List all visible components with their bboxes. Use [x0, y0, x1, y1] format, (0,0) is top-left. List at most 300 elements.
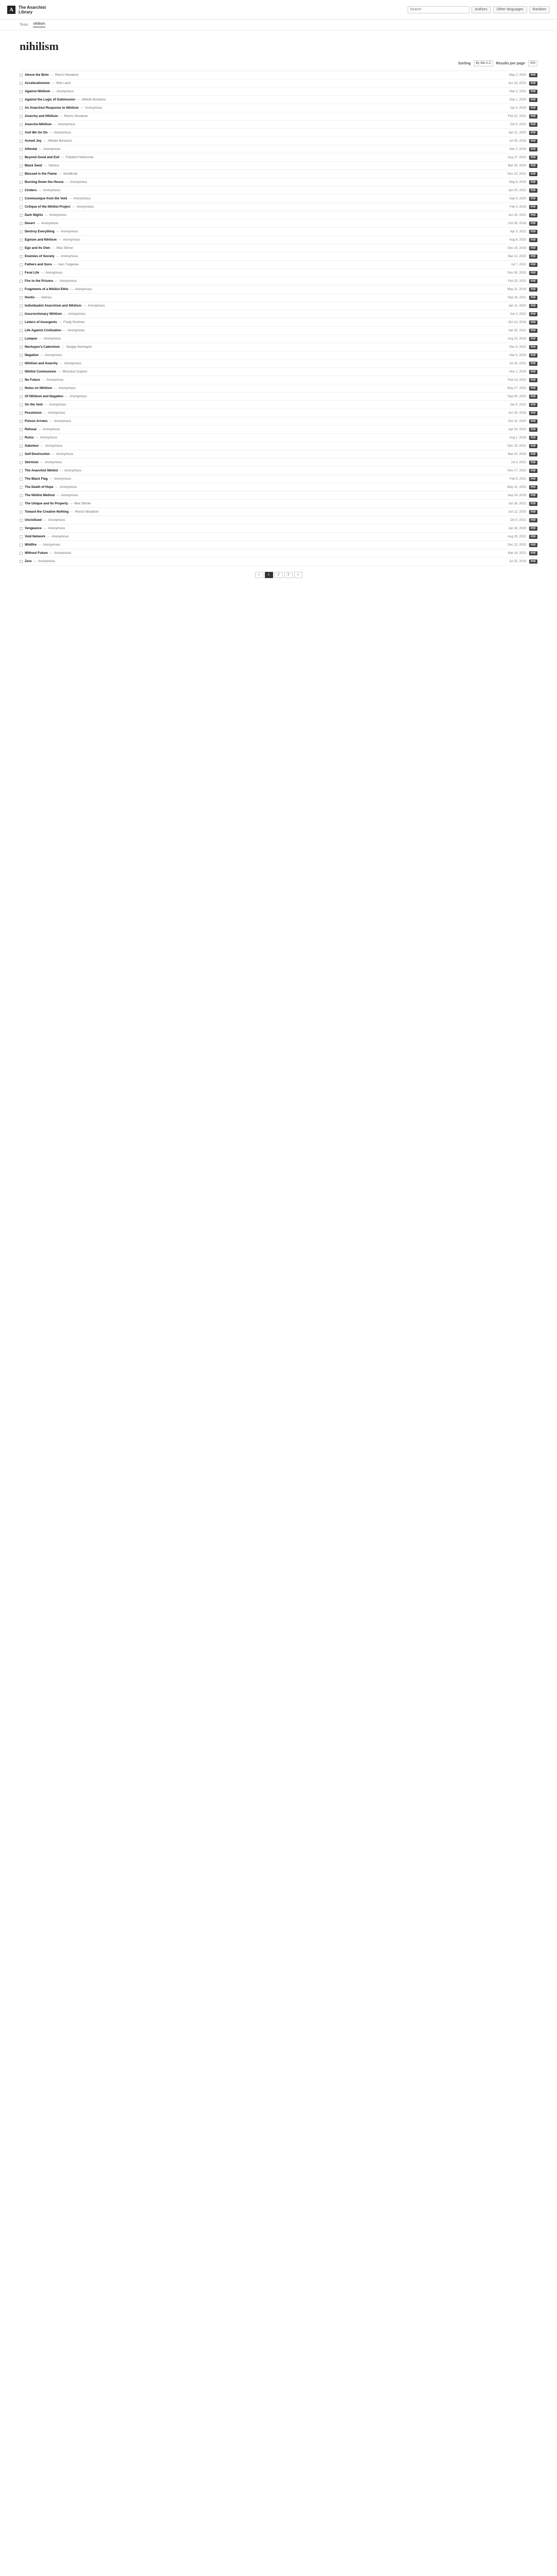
row-author[interactable]: Anonymous — [56, 452, 74, 456]
row-author[interactable]: Anonymous — [45, 271, 63, 275]
row-pdf-badge[interactable]: PDF — [529, 527, 537, 531]
row-author[interactable]: Anonymous — [67, 329, 85, 332]
breadcrumb-current[interactable]: nihilism — [33, 22, 45, 27]
row-title[interactable]: The Anarchist Nihilist — [25, 469, 58, 472]
row-title[interactable]: Notes on Nihilism — [25, 386, 53, 390]
list-item[interactable] — [20, 195, 537, 203]
row-author[interactable]: Anonymous — [54, 131, 71, 134]
row-pdf-badge[interactable]: PDF — [529, 147, 537, 151]
list-item[interactable] — [20, 393, 537, 401]
row-author[interactable]: Anonymous — [48, 411, 65, 415]
list-item[interactable] — [20, 302, 537, 310]
row-pdf-badge[interactable]: PDF — [529, 329, 537, 333]
row-author[interactable]: Anonymous — [45, 353, 62, 357]
row-author[interactable]: Anonymous — [70, 395, 87, 398]
row-checkbox[interactable] — [20, 337, 23, 341]
row-checkbox[interactable] — [20, 379, 23, 382]
row-checkbox[interactable] — [20, 428, 23, 431]
row-author[interactable]: Anonymous — [59, 279, 77, 283]
row-checkbox[interactable] — [20, 502, 23, 505]
row-title[interactable]: Negation — [25, 353, 39, 357]
row-checkbox[interactable] — [20, 140, 23, 143]
list-item[interactable] — [20, 294, 537, 302]
per-page-select[interactable]: 500 — [528, 60, 537, 66]
row-pdf-badge[interactable]: PDF — [529, 98, 537, 102]
list-item[interactable] — [20, 203, 537, 211]
row-checkbox[interactable] — [20, 362, 23, 365]
list-item[interactable] — [20, 96, 537, 104]
row-author[interactable]: Anonymous — [75, 287, 92, 291]
list-item[interactable] — [20, 178, 537, 187]
breadcrumb-texts[interactable]: Texts — [20, 23, 28, 27]
row-pdf-badge[interactable]: PDF — [529, 411, 537, 415]
row-title[interactable]: And We Go On — [25, 131, 48, 134]
row-pdf-badge[interactable]: PDF — [529, 263, 537, 267]
row-checkbox[interactable] — [20, 156, 23, 159]
row-pdf-badge[interactable]: PDF — [529, 164, 537, 168]
row-pdf-badge[interactable]: PDF — [529, 345, 537, 349]
row-checkbox[interactable] — [20, 387, 23, 390]
row-title[interactable]: Fathers and Sons — [25, 263, 52, 266]
row-author[interactable]: Anonymous — [85, 106, 103, 110]
row-pdf-badge[interactable]: PDF — [529, 255, 537, 259]
row-title[interactable]: Wildfire — [25, 543, 37, 547]
row-title[interactable]: Above the Brim — [25, 73, 49, 77]
page-2-button[interactable]: 2 — [275, 572, 283, 578]
list-item[interactable] — [20, 434, 537, 442]
row-checkbox[interactable] — [20, 370, 23, 374]
row-pdf-badge[interactable]: PDF — [529, 452, 537, 456]
list-item[interactable] — [20, 310, 537, 318]
list-item[interactable] — [20, 335, 537, 343]
row-pdf-badge[interactable]: PDF — [529, 222, 537, 226]
row-author[interactable]: Ivan Turgenev — [58, 263, 79, 266]
row-title[interactable]: Feral Life — [25, 271, 39, 275]
row-checkbox[interactable] — [20, 272, 23, 275]
list-item[interactable] — [20, 285, 537, 294]
row-title[interactable]: Vengeance — [25, 527, 42, 530]
row-title[interactable]: Black Seed — [25, 164, 42, 167]
row-checkbox[interactable] — [20, 494, 23, 497]
list-item[interactable] — [20, 500, 537, 508]
row-title[interactable]: On the Void — [25, 403, 43, 406]
row-author[interactable]: Anonymous — [76, 205, 94, 209]
row-checkbox[interactable] — [20, 535, 23, 538]
list-item[interactable] — [20, 211, 537, 219]
row-pdf-badge[interactable]: PDF — [529, 312, 537, 316]
row-title[interactable]: Nihilism and Anarchy — [25, 362, 58, 365]
row-author[interactable]: Anonymous — [58, 386, 76, 390]
row-pdf-badge[interactable]: PDF — [529, 180, 537, 184]
row-author[interactable]: Anonymous — [88, 304, 105, 308]
page-3-button[interactable]: 3 — [284, 572, 293, 578]
list-item[interactable] — [20, 269, 537, 277]
row-title[interactable]: Toward the Creative Nothing — [25, 510, 69, 514]
row-title[interactable]: Anarchy and Nihilism — [25, 114, 58, 118]
list-item[interactable] — [20, 417, 537, 426]
list-item[interactable] — [20, 261, 537, 269]
row-pdf-badge[interactable]: PDF — [529, 543, 537, 547]
row-pdf-badge[interactable]: PDF — [529, 378, 537, 382]
row-checkbox[interactable] — [20, 313, 23, 316]
list-item[interactable] — [20, 154, 537, 162]
row-checkbox[interactable] — [20, 403, 23, 406]
row-pdf-badge[interactable]: PDF — [529, 279, 537, 283]
row-author[interactable]: Anonymous — [49, 213, 66, 217]
page-next-button[interactable]: » — [294, 572, 302, 578]
row-checkbox[interactable] — [20, 453, 23, 456]
list-item[interactable] — [20, 492, 537, 500]
row-title[interactable]: Zero — [25, 560, 32, 563]
row-pdf-badge[interactable]: PDF — [529, 106, 537, 110]
row-pdf-badge[interactable]: PDF — [529, 461, 537, 465]
sort-select[interactable]: By title A-Z — [474, 60, 493, 66]
row-title[interactable]: Against Nihilism — [25, 90, 50, 93]
row-pdf-badge[interactable]: PDF — [529, 304, 537, 308]
row-title[interactable]: Individualist Anarchism and Nihilism — [25, 304, 81, 308]
row-title[interactable]: Critique of the Nihilist Project — [25, 205, 71, 209]
row-checkbox[interactable] — [20, 107, 23, 110]
row-title[interactable]: Destroy Everything — [25, 230, 55, 233]
row-author[interactable]: Anonymous — [46, 378, 64, 382]
row-pdf-badge[interactable]: PDF — [529, 123, 537, 127]
row-author[interactable]: Max Stirner — [74, 502, 91, 505]
row-pdf-badge[interactable]: PDF — [529, 230, 537, 234]
list-item[interactable] — [20, 343, 537, 351]
row-author[interactable]: Anonymous — [48, 527, 65, 530]
row-checkbox[interactable] — [20, 346, 23, 349]
row-pdf-badge[interactable]: PDF — [529, 510, 537, 514]
row-title[interactable]: Without Future — [25, 551, 48, 555]
row-pdf-badge[interactable]: PDF — [529, 428, 537, 432]
list-item[interactable] — [20, 549, 537, 557]
row-author[interactable]: Anonymous — [58, 123, 75, 126]
list-item[interactable] — [20, 483, 537, 492]
list-item[interactable] — [20, 351, 537, 360]
row-checkbox[interactable] — [20, 469, 23, 472]
row-checkbox[interactable] — [20, 519, 23, 522]
search-input[interactable] — [408, 6, 469, 13]
list-item[interactable] — [20, 187, 537, 195]
list-item[interactable] — [20, 327, 537, 335]
row-author[interactable]: Anonymous — [45, 444, 62, 448]
row-author[interactable]: Anonymous — [43, 428, 60, 431]
row-checkbox[interactable] — [20, 552, 23, 555]
row-checkbox[interactable] — [20, 239, 23, 242]
row-title[interactable]: Self-Destruction — [25, 452, 50, 456]
row-pdf-badge[interactable]: PDF — [529, 386, 537, 391]
row-checkbox[interactable] — [20, 321, 23, 324]
row-pdf-badge[interactable]: PDF — [529, 172, 537, 176]
row-checkbox[interactable] — [20, 164, 23, 167]
row-pdf-badge[interactable]: PDF — [529, 114, 537, 118]
row-title[interactable]: Refusal — [25, 428, 37, 431]
list-item[interactable] — [20, 252, 537, 261]
row-title[interactable]: Blessed is the Flame — [25, 172, 57, 176]
row-checkbox[interactable] — [20, 436, 23, 439]
row-pdf-badge[interactable]: PDF — [529, 90, 537, 94]
row-pdf-badge[interactable]: PDF — [529, 213, 537, 217]
row-author[interactable]: Sergey Nechayev — [66, 345, 92, 349]
row-title[interactable]: No Future — [25, 378, 40, 382]
row-pdf-badge[interactable]: PDF — [529, 370, 537, 374]
row-checkbox[interactable] — [20, 131, 23, 134]
list-item[interactable] — [20, 467, 537, 475]
row-checkbox[interactable] — [20, 486, 23, 489]
row-checkbox[interactable] — [20, 255, 23, 258]
row-checkbox[interactable] — [20, 206, 23, 209]
row-checkbox[interactable] — [20, 329, 23, 332]
row-author[interactable]: Various — [48, 164, 59, 167]
list-item[interactable] — [20, 104, 537, 112]
row-title[interactable]: Armed Joy — [25, 139, 42, 143]
row-title[interactable]: Poison Arrows — [25, 419, 48, 423]
authors-button[interactable]: Authors — [471, 6, 491, 13]
row-checkbox[interactable] — [20, 304, 23, 308]
row-pdf-badge[interactable]: PDF — [529, 551, 537, 555]
row-title[interactable]: Beyond Good and Evil — [25, 156, 60, 159]
row-title[interactable]: Hostis — [25, 296, 35, 299]
row-title[interactable]: Ego and Its Own — [25, 246, 50, 250]
list-item[interactable] — [20, 170, 537, 178]
row-title[interactable]: Communique from the Void — [25, 197, 67, 200]
row-checkbox[interactable] — [20, 230, 23, 233]
row-title[interactable]: Uncivilized — [25, 518, 42, 522]
row-author[interactable]: Anonymous — [41, 222, 59, 225]
row-pdf-badge[interactable]: PDF — [529, 337, 537, 341]
row-author[interactable]: Fredy Perlman — [63, 320, 85, 324]
row-pdf-badge[interactable]: PDF — [529, 287, 537, 292]
row-pdf-badge[interactable]: PDF — [529, 320, 537, 325]
random-button[interactable]: Random — [529, 6, 550, 13]
page-prev-button[interactable]: « — [255, 572, 263, 578]
row-checkbox[interactable] — [20, 148, 23, 151]
row-title[interactable]: Enemies of Society — [25, 255, 55, 258]
page-1-button[interactable]: 1 — [265, 572, 273, 578]
row-title[interactable]: Burning Down the House — [25, 180, 64, 184]
row-pdf-badge[interactable]: PDF — [529, 502, 537, 506]
row-pdf-badge[interactable]: PDF — [529, 271, 537, 275]
row-pdf-badge[interactable]: PDF — [529, 518, 537, 522]
row-author[interactable]: Anonymous — [38, 560, 56, 563]
site-logo[interactable] — [7, 5, 46, 14]
row-checkbox[interactable] — [20, 354, 23, 357]
list-item[interactable] — [20, 459, 537, 467]
row-author[interactable]: Anonymous — [64, 469, 82, 472]
row-pdf-badge[interactable]: PDF — [529, 560, 537, 564]
list-item[interactable] — [20, 129, 537, 137]
row-author[interactable]: Anonymous — [43, 543, 60, 547]
row-title[interactable]: Letters of Insurgents — [25, 320, 57, 324]
row-pdf-badge[interactable]: PDF — [529, 535, 537, 539]
row-author[interactable]: Anonymous — [63, 238, 80, 242]
row-title[interactable]: Anarcho-Nihilism — [25, 123, 52, 126]
row-checkbox[interactable] — [20, 247, 23, 250]
row-checkbox[interactable] — [20, 478, 23, 481]
row-checkbox[interactable] — [20, 115, 23, 118]
row-title[interactable]: Of Nihilism and Negation — [25, 395, 63, 398]
row-title[interactable]: Life Against Civilization — [25, 329, 61, 332]
list-item[interactable] — [20, 145, 537, 154]
row-title[interactable]: Skirmish — [25, 461, 39, 464]
row-author[interactable]: Anonymous — [68, 312, 86, 316]
row-pdf-badge[interactable]: PDF — [529, 494, 537, 498]
row-author[interactable]: Anonymous — [49, 403, 66, 406]
row-author[interactable]: Anonymous — [70, 180, 87, 184]
row-checkbox[interactable] — [20, 189, 23, 192]
row-checkbox[interactable] — [20, 214, 23, 217]
row-author[interactable]: Anonymous — [59, 485, 77, 489]
row-author[interactable]: Alfredo Bonanno — [47, 139, 72, 143]
list-item[interactable] — [20, 137, 537, 145]
row-checkbox[interactable] — [20, 412, 23, 415]
row-checkbox[interactable] — [20, 445, 23, 448]
row-title[interactable]: Pessimism — [25, 411, 42, 415]
row-pdf-badge[interactable]: PDF — [529, 139, 537, 143]
row-pdf-badge[interactable]: PDF — [529, 403, 537, 407]
row-title[interactable]: An Anarchist Response to Nihilism — [25, 106, 79, 110]
row-checkbox[interactable] — [20, 527, 23, 530]
row-title[interactable]: Fragments of a Nihilist Ethic — [25, 287, 69, 291]
row-checkbox[interactable] — [20, 461, 23, 464]
row-pdf-badge[interactable]: PDF — [529, 436, 537, 440]
row-title[interactable]: Cinders — [25, 189, 37, 192]
list-item[interactable] — [20, 121, 537, 129]
row-pdf-badge[interactable]: PDF — [529, 205, 537, 209]
row-pdf-badge[interactable]: PDF — [529, 485, 537, 489]
row-pdf-badge[interactable]: PDF — [529, 238, 537, 242]
list-item[interactable] — [20, 426, 537, 434]
row-title[interactable]: Egoism and Nihilism — [25, 238, 57, 242]
list-item[interactable] — [20, 409, 537, 417]
row-title[interactable]: Lumpen — [25, 337, 38, 341]
row-pdf-badge[interactable]: PDF — [529, 296, 537, 300]
list-item[interactable] — [20, 244, 537, 252]
row-title[interactable]: The Black Flag — [25, 477, 48, 481]
row-author[interactable]: Anonymous — [56, 90, 74, 93]
row-title[interactable]: Against the Logic of Submission — [25, 98, 75, 101]
row-author[interactable]: Anonymous — [40, 436, 58, 439]
row-author[interactable]: Nick Land — [56, 81, 71, 85]
row-checkbox[interactable] — [20, 511, 23, 514]
row-author[interactable]: Anonymous — [54, 419, 71, 423]
list-item[interactable] — [20, 318, 537, 327]
row-author[interactable]: Renzo Novatore — [55, 73, 79, 77]
list-item[interactable] — [20, 541, 537, 549]
list-item[interactable] — [20, 450, 537, 459]
row-checkbox[interactable] — [20, 296, 23, 299]
list-item[interactable] — [20, 524, 537, 533]
row-title[interactable]: Void Network — [25, 535, 45, 538]
row-pdf-badge[interactable]: PDF — [529, 73, 537, 77]
row-checkbox[interactable] — [20, 420, 23, 423]
list-item[interactable] — [20, 533, 537, 541]
list-item[interactable] — [20, 277, 537, 285]
row-title[interactable]: Ruins — [25, 436, 34, 439]
row-author[interactable]: Anonymous — [61, 255, 78, 258]
list-item[interactable] — [20, 219, 537, 228]
other-languages-button[interactable]: Other languages — [493, 6, 527, 13]
row-pdf-badge[interactable]: PDF — [529, 189, 537, 193]
row-title[interactable]: The Unique and Its Property — [25, 502, 68, 505]
list-item[interactable] — [20, 360, 537, 368]
row-checkbox[interactable] — [20, 123, 23, 126]
row-checkbox[interactable] — [20, 173, 23, 176]
list-item[interactable] — [20, 88, 537, 96]
row-title[interactable]: Attentat — [25, 147, 37, 151]
row-checkbox[interactable] — [20, 544, 23, 547]
row-author[interactable]: Renzo Novatore — [75, 510, 99, 514]
row-author[interactable]: Anonymous — [43, 147, 61, 151]
list-item[interactable] — [20, 228, 537, 236]
row-author[interactable]: Various — [41, 296, 52, 299]
row-pdf-badge[interactable]: PDF — [529, 362, 537, 366]
row-author[interactable]: Anonymous — [52, 535, 69, 538]
row-title[interactable]: Nechayev's Catechism — [25, 345, 60, 349]
row-pdf-badge[interactable]: PDF — [529, 419, 537, 423]
list-item[interactable] — [20, 376, 537, 384]
row-author[interactable]: Friedrich Nietzsche — [65, 156, 94, 159]
list-item[interactable] — [20, 236, 537, 244]
row-checkbox[interactable] — [20, 197, 23, 200]
row-pdf-badge[interactable]: PDF — [529, 395, 537, 399]
row-author[interactable]: Anonymous — [54, 551, 72, 555]
row-pdf-badge[interactable]: PDF — [529, 197, 537, 201]
row-pdf-badge[interactable]: PDF — [529, 353, 537, 358]
row-author[interactable]: Serafinski — [63, 172, 78, 176]
list-item[interactable] — [20, 401, 537, 409]
row-checkbox[interactable] — [20, 90, 23, 93]
row-checkbox[interactable] — [20, 74, 23, 77]
row-pdf-badge[interactable]: PDF — [529, 81, 537, 86]
row-title[interactable]: Desert — [25, 222, 35, 225]
row-checkbox[interactable] — [20, 288, 23, 291]
row-checkbox[interactable] — [20, 395, 23, 398]
list-item[interactable] — [20, 516, 537, 524]
row-title[interactable]: Accelerationism — [25, 81, 50, 85]
row-checkbox[interactable] — [20, 181, 23, 184]
row-pdf-badge[interactable]: PDF — [529, 246, 537, 250]
list-item[interactable] — [20, 79, 537, 88]
row-pdf-badge[interactable]: PDF — [529, 444, 537, 448]
list-item[interactable] — [20, 508, 537, 516]
row-author[interactable]: Anonymous — [54, 477, 72, 481]
row-checkbox[interactable] — [20, 98, 23, 101]
list-item[interactable] — [20, 475, 537, 483]
list-item[interactable] — [20, 162, 537, 170]
list-item[interactable] — [20, 557, 537, 566]
row-author[interactable]: Anonymous — [43, 337, 61, 341]
row-title[interactable]: Nihilist Communism — [25, 370, 56, 374]
row-pdf-badge[interactable]: PDF — [529, 131, 537, 135]
list-item[interactable] — [20, 112, 537, 121]
row-pdf-badge[interactable]: PDF — [529, 477, 537, 481]
row-checkbox[interactable] — [20, 222, 23, 225]
row-checkbox[interactable] — [20, 82, 23, 85]
row-title[interactable]: The Nihilist Method — [25, 494, 55, 497]
row-author[interactable]: Anonymous — [43, 189, 61, 192]
row-author[interactable]: Anonymous — [64, 362, 81, 365]
list-item[interactable] — [20, 442, 537, 450]
row-checkbox[interactable] — [20, 560, 23, 563]
row-checkbox[interactable] — [20, 263, 23, 266]
row-pdf-badge[interactable]: PDF — [529, 156, 537, 160]
row-title[interactable]: Saboteur — [25, 444, 39, 448]
row-author[interactable]: Alfredo Bonanno — [81, 98, 106, 101]
row-author[interactable]: Anonymous — [44, 461, 62, 464]
row-pdf-badge[interactable]: PDF — [529, 469, 537, 473]
list-item[interactable] — [20, 384, 537, 393]
